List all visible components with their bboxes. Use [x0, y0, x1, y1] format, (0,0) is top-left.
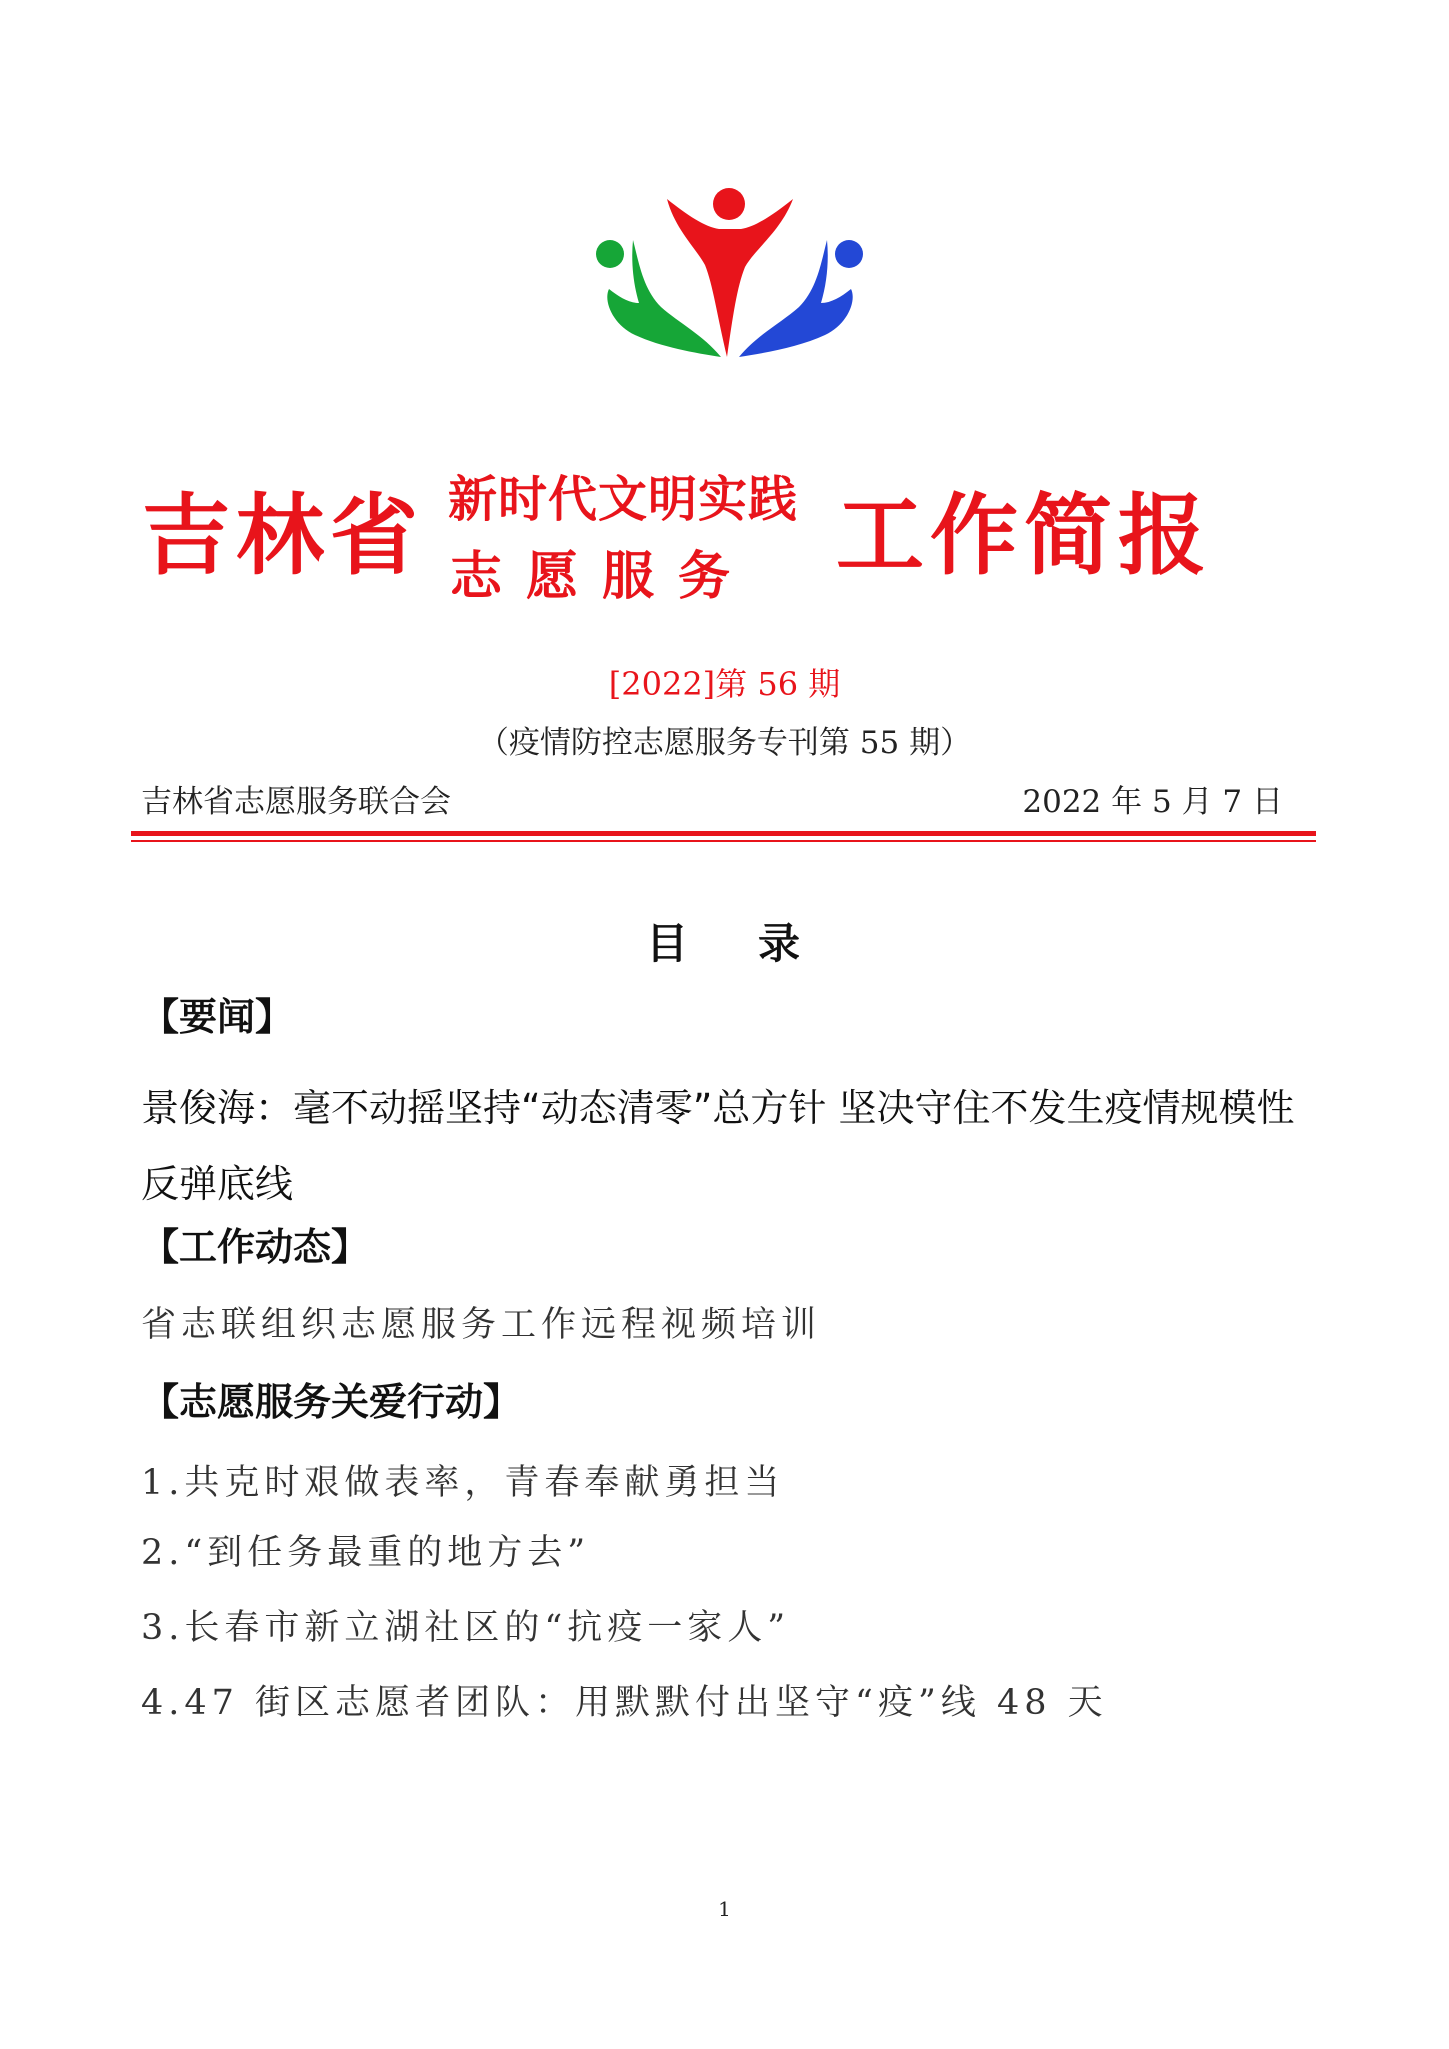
masthead-subtitle-line1: 新时代文明实践 — [448, 471, 799, 528]
section-heading-work: 【工作动态】 — [141, 1225, 370, 1269]
section-heading-care: 【志愿服务关爱行动】 — [141, 1380, 522, 1424]
toc-care-item[interactable]: 1.共克时艰做表率，青春奉献勇担当 — [141, 1463, 785, 1503]
header-divider-thick — [131, 831, 1316, 836]
toc-care-item[interactable]: 3.长春市新立湖社区的“抗疫一家人” — [141, 1608, 791, 1648]
publisher-organization: 吉林省志愿服务联合会 — [141, 784, 451, 820]
special-issue-note: （疫情防控志愿服务专刊第 55 期） — [477, 725, 972, 761]
section-heading-news: 【要闻】 — [141, 995, 294, 1039]
toc-care-item[interactable]: 4.47 街区志愿者团队：用默默付出坚守“疫”线 48 天 — [141, 1683, 1108, 1723]
logo-head-red — [713, 188, 745, 220]
masthead-bulletin: 工作简报 — [836, 484, 1213, 587]
page-number: 1 — [718, 1897, 731, 1921]
toc-care-item[interactable]: 2.“到任务最重的地方去” — [141, 1533, 591, 1573]
header-divider-thin — [131, 840, 1316, 842]
logo-head-blue — [835, 240, 863, 268]
toc-work-item[interactable]: 省志联组织志愿服务工作远程视频培训 — [141, 1305, 822, 1345]
masthead-subtitle-line2: 志愿服务 — [450, 547, 755, 607]
logo-head-green — [596, 240, 624, 268]
toc-news-headline[interactable]: 景俊海：毫不动摇坚持“动态清零”总方针 坚决守住不发生疫情规模性反弹底线 — [141, 1086, 1295, 1206]
masthead-province: 吉林省 — [142, 484, 425, 587]
volunteer-logo — [595, 185, 865, 360]
issue-number: [2022]第 56 期 — [608, 665, 841, 703]
publish-date: 2022 年 5 月 7 日 — [1022, 784, 1283, 820]
toc-title: 目录 — [646, 919, 871, 968]
